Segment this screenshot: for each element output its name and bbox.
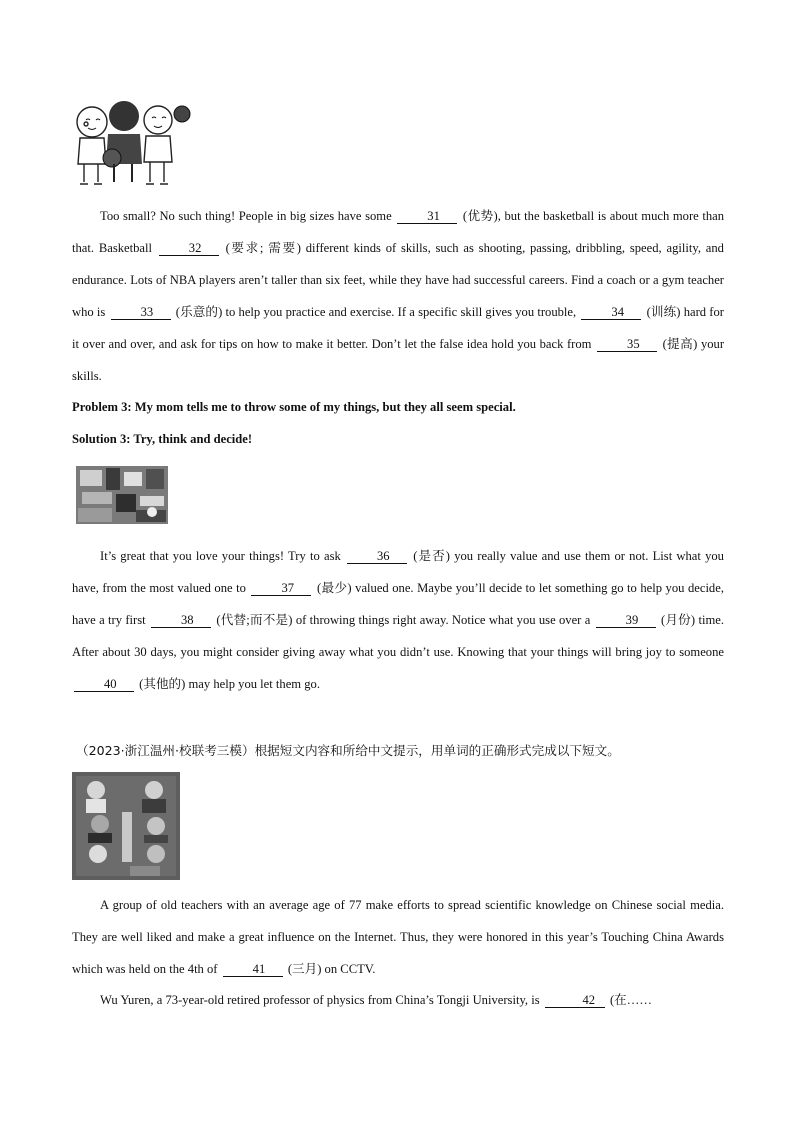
hint-41: (三月)	[287, 962, 322, 976]
text-segment: your skills.	[72, 337, 725, 383]
text-segment: It’s great that you love your things! Try to ask	[100, 549, 341, 563]
hint-36: (是否)	[413, 549, 450, 563]
text-segment: Wu Yuren, a 73-year-old retired professor of physics from China’s Tongji University, is	[100, 993, 540, 1007]
paragraph-teachers	[72, 889, 724, 985]
text-segment: on CCTV.	[324, 962, 376, 976]
answer-blank-42[interactable]: 42	[545, 993, 605, 1008]
section-3-instruction: （2023·浙江温州·校联考三模）根据短文内容和所给中文提示，用单词的正确形式完成以下短文。	[76, 743, 620, 758]
hint-37: (最少)	[316, 581, 352, 595]
answer-blank-35[interactable]: 35	[597, 337, 657, 352]
text-segment: A group of old teachers with an average age of 77 make efforts to spread scientific knowledge on Chinese social media. They are well liked and make a great influence on the Internet. Thus, they were honored in this year’s Touching China Awards which was held on the 4th of	[72, 898, 724, 976]
text-segment: of throwing things right away. Notice what you use over a	[295, 613, 591, 627]
hint-33: (乐意的)	[175, 305, 223, 319]
hint-40: (其他的)	[139, 677, 186, 691]
paragraph-things	[72, 540, 724, 700]
text-segment: valued one. Maybe you’ll decide to let something go to help you decide, have a try first	[72, 581, 724, 627]
text-segment: Too small? No such thing! People in big sizes have some	[100, 209, 392, 223]
text-segment: may help you let them go.	[188, 677, 320, 691]
text-segment: , but the basketball is about much more than that. Basketball	[72, 209, 725, 255]
answer-blank-32[interactable]: 32	[159, 241, 219, 256]
hint-42: (在……	[609, 993, 652, 1007]
text-segment: different kinds of skills, such as shooting, passing, dribbling, speed, agility, and endurance. Lots of NBA players aren’t taller than six feet, while they have had successful careers. Find a coach or a gym teacher who is	[72, 241, 724, 319]
old-teachers-photo	[72, 772, 180, 880]
paragraph-wu-yuren	[72, 984, 724, 1016]
answer-blank-41[interactable]: 41	[223, 962, 283, 977]
answer-blank-31[interactable]: 31	[397, 209, 457, 224]
answer-blank-40[interactable]: 40	[74, 677, 134, 692]
hint-31: (优势)	[462, 209, 498, 223]
text-segment: to help you practice and exercise. If a specific skill gives you trouble,	[225, 305, 577, 319]
hint-34: (训练)	[646, 305, 681, 319]
answer-blank-37[interactable]: 37	[251, 581, 311, 596]
solution-3-heading: Solution 3: Try, think and decide!	[72, 432, 253, 446]
hint-32: (要求; 需要)	[225, 241, 301, 255]
answer-blank-34[interactable]: 34	[581, 305, 641, 320]
text-segment: time. After about 30 days, you might consider giving away what you didn’t use. Knowing that your things will bring joy to someone	[72, 613, 725, 659]
messy-room-photo	[76, 466, 168, 524]
paragraph-basketball	[72, 200, 724, 392]
hint-35: (提高)	[662, 337, 698, 351]
problem-3-heading: Problem 3: My mom tells me to throw some of my things, but they all seem special.	[72, 400, 516, 414]
hint-38: (代替;而不是)	[216, 613, 293, 627]
answer-blank-38[interactable]: 38	[151, 613, 211, 628]
basketball-kids-illustration	[72, 98, 192, 190]
hint-39: (月份)	[660, 613, 696, 627]
answer-blank-33[interactable]: 33	[111, 305, 171, 320]
answer-blank-36[interactable]: 36	[347, 549, 407, 564]
text-segment: you really value and use them or not. List what you have, from the most valued one to	[72, 549, 724, 595]
text-segment: hard for it over and over, and ask for tips on how to make it better. Don’t let the false idea hold you back from	[72, 305, 724, 351]
answer-blank-39[interactable]: 39	[596, 613, 656, 628]
